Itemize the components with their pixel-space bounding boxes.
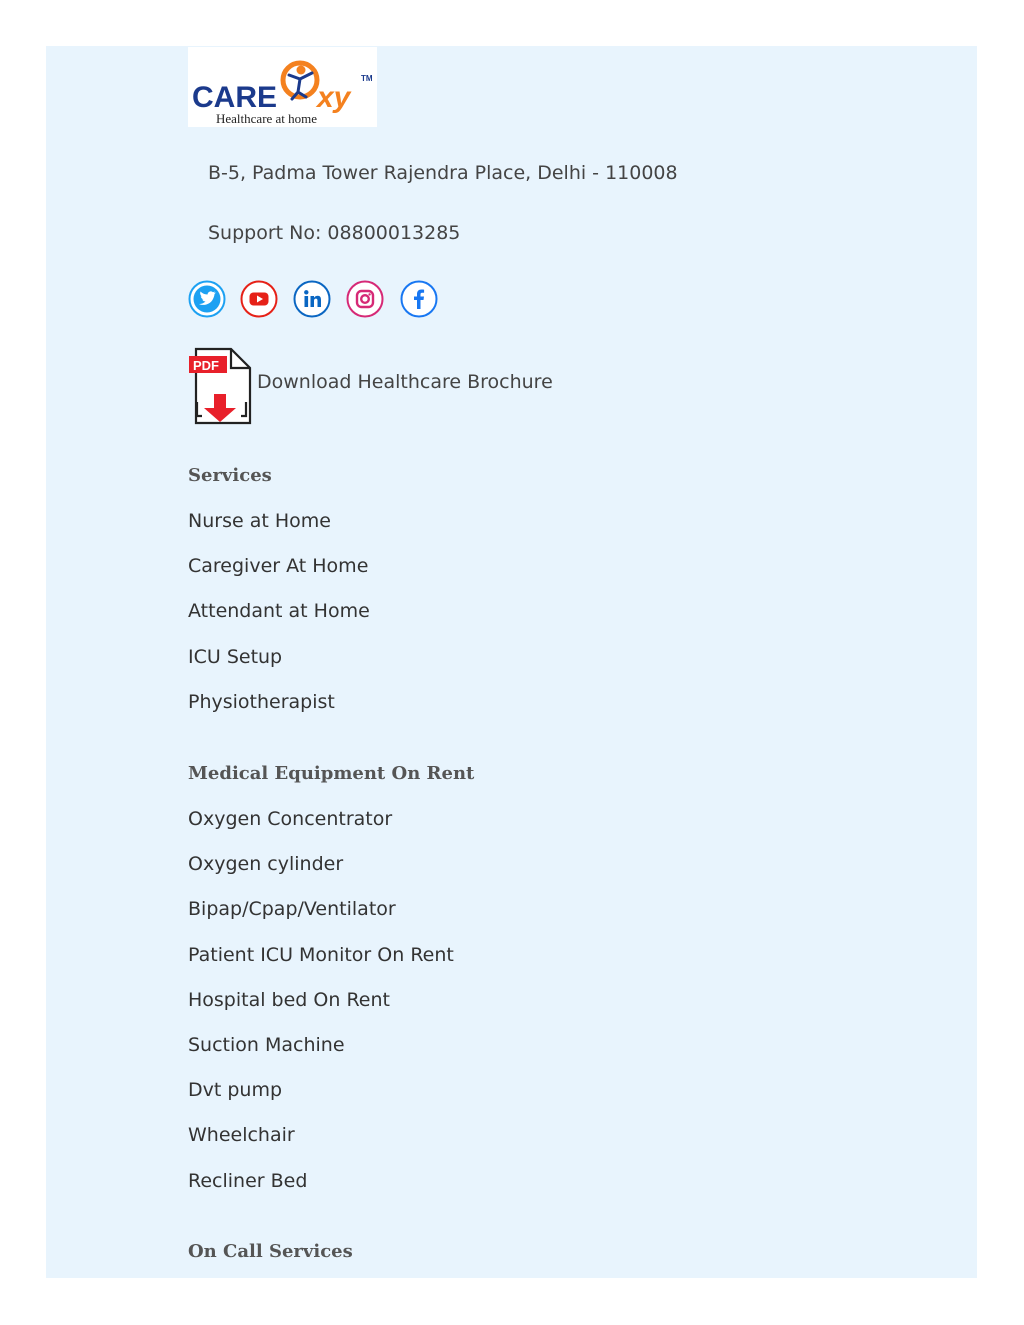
footer-panel [46, 46, 977, 1278]
trademark-mark: TM [361, 74, 373, 83]
pdf-download-icon[interactable] [188, 346, 252, 426]
service-link-icu-setup[interactable]: ICU Setup [188, 645, 283, 668]
services-list [188, 508, 370, 734]
support-number[interactable]: Support No: 08800013285 [208, 222, 461, 244]
equipment-link-hospital-bed[interactable]: Hospital bed On Rent [188, 988, 390, 1011]
equipment-link-patient-icu-monitor[interactable]: Patient ICU Monitor On Rent [188, 943, 454, 966]
facebook-icon[interactable] [400, 280, 438, 318]
on-call-heading: On Call Services [188, 1241, 353, 1262]
equipment-link-recliner-bed[interactable]: Recliner Bed [188, 1169, 308, 1192]
logo-wordmark-xy: xy [317, 81, 351, 114]
pdf-label: PDF [193, 358, 219, 373]
service-link-physiotherapist[interactable]: Physiotherapist [188, 690, 335, 713]
address-text: B-5, Padma Tower Rajendra Place, Delhi - 110008 [208, 162, 678, 184]
download-brochure-link[interactable]: Download Healthcare Brochure [257, 371, 553, 393]
service-link-attendant-at-home[interactable]: Attendant at Home [188, 600, 370, 623]
youtube-icon[interactable] [240, 280, 278, 318]
service-link-caregiver-at-home[interactable]: Caregiver At Home [188, 555, 369, 578]
careoxy-logo[interactable] [188, 47, 377, 127]
equipment-link-oxygen-cylinder[interactable]: Oxygen cylinder [188, 853, 344, 876]
equipment-link-dvt-pump[interactable]: Dvt pump [188, 1079, 283, 1102]
linkedin-icon[interactable] [293, 280, 331, 318]
instagram-icon[interactable] [346, 280, 384, 318]
equipment-link-oxygen-concentrator[interactable]: Oxygen Concentrator [188, 808, 393, 830]
equipment-link-suction-machine[interactable]: Suction Machine [188, 1033, 345, 1056]
logo-tagline: Healthcare at home [216, 111, 318, 126]
equipment-link-wheelchair[interactable]: Wheelchair [188, 1124, 295, 1147]
equipment-link-bipap-cpap-ventilator[interactable]: Bipap/Cpap/Ventilator [188, 898, 396, 921]
twitter-icon[interactable] [188, 280, 226, 318]
service-link-nurse-at-home[interactable]: Nurse at Home [188, 510, 331, 532]
services-heading: Services [188, 465, 272, 486]
logo-wordmark-care: CARE [192, 81, 278, 114]
equipment-heading: Medical Equipment On Rent [188, 763, 475, 784]
equipment-list [188, 806, 454, 1213]
